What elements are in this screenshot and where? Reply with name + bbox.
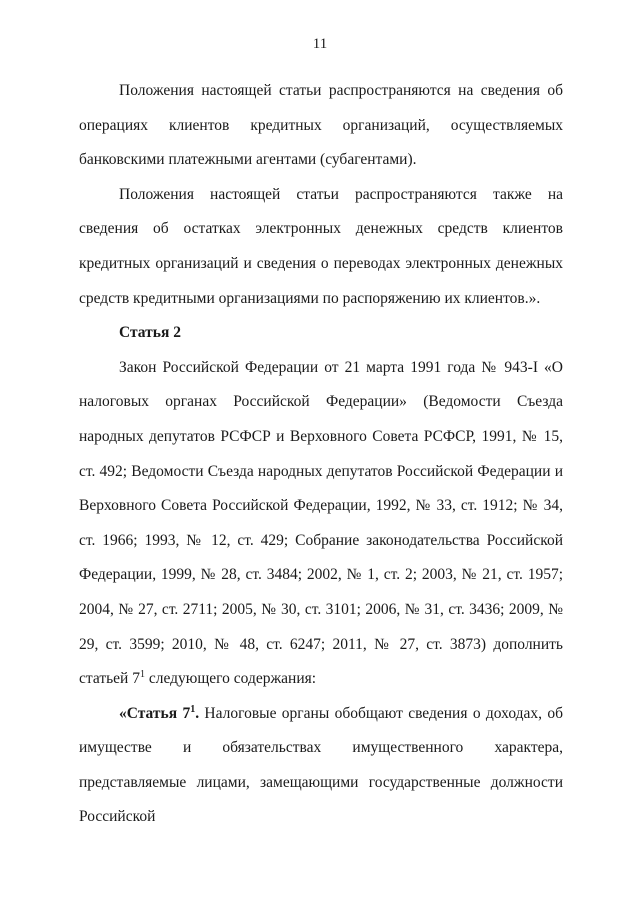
page-number: 11	[312, 36, 328, 52]
amendment-tail: следующего содержания:	[144, 670, 317, 688]
paragraph-electronic-funds: Положения настоящей статьи распространяются также на сведения об остатках электронных денежных средств клиентов кредитных организаций и сведения о переводах электронных денежных средств кредитными организациями по распоряжению их клиентов.».	[79, 185, 563, 307]
paragraph-tax-law-amendment	[79, 351, 563, 697]
document-body	[79, 74, 563, 835]
superscript-1: 1	[139, 668, 145, 680]
article-7-1-dot: .	[195, 704, 200, 722]
article-7-1-title: «Статья 7	[119, 704, 191, 722]
paragraph-article-7-1	[79, 697, 563, 835]
article-7-1-text: Налоговые органы обобщают сведения о доходах, об имуществе и обязательствах имущественного характера, представляемые лицами, замещающими государственные должности Российской	[79, 704, 564, 826]
amendment-text: Закон Российской Федерации от 21 марта 1991 года № 943-I «О налоговых органах Российской Федерации» (Ведомости Съезда народных депутатов РСФСР и Верховного Совета РСФСР, 1991, № 15, ст. 492; Ведомости Съезда народных депутатов Российской Федерации и Верховного Совета Российской Федерации, 1992, № 33, ст. 1912; № 34, ст. 1966; 1993, № 12, ст. 429; Собрание законодательства Российской Федерации, 1999, № 28, ст. 3484; 2002, № 1, ст. 2; 2003, № 21, ст. 1957; 2004, № 27, ст. 2711; 2005, № 30, ст. 3101; 2006, № 31, ст. 3436; 2009, № 29, ст. 3599; 2010, № 48, ст. 6247; 2011, № 27, ст. 3873) дополнить статьей 7	[79, 358, 563, 688]
paragraph-bank-agents: Положения настоящей статьи распространяются на сведения об операциях клиентов кредитных организаций, осуществляемых банковскими платежными агентами (субагентами).	[79, 82, 563, 169]
article-7-1-superscript: 1	[190, 703, 196, 715]
article-2-heading: Статья 2	[119, 324, 181, 342]
